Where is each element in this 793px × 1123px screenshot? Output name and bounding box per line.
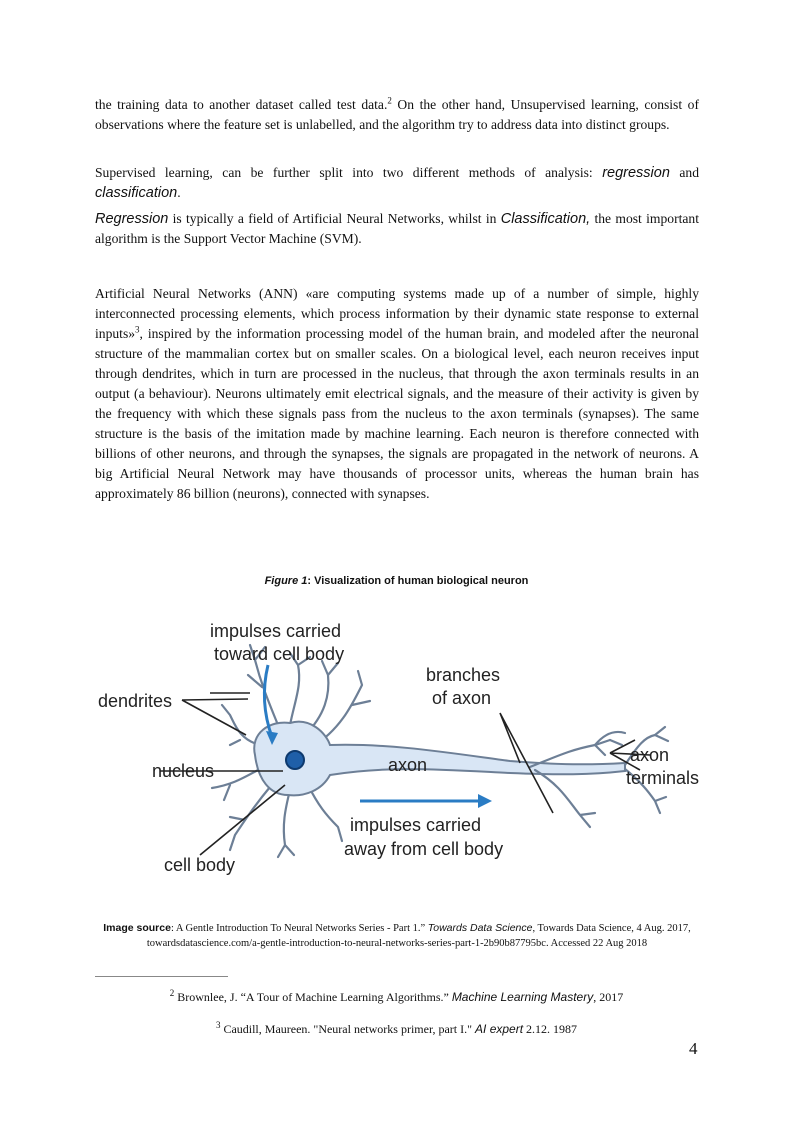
nucleus-shape <box>286 751 304 769</box>
footnote-ref-3[interactable]: 3 <box>135 324 140 335</box>
label-impulses-away-2: away from cell body <box>344 839 504 859</box>
label-branches-2: of axon <box>432 688 492 708</box>
label-impulses-toward-1: impulses carried <box>210 621 342 641</box>
footnote-ref-2[interactable]: 2 <box>387 95 392 106</box>
paragraph-supervised-learning: the training data to another dataset called test data.$^2$ On the other hand, Unsupervised learning, consist of observations where the feature set is unlabelled, and the algorithm try to address data into distinct groups. <box>95 95 699 132</box>
cell-body-shape <box>254 722 625 796</box>
label-branches-1: branches <box>426 665 501 685</box>
label-cell-body: cell body <box>164 855 236 875</box>
paragraph-artificial-neural-networks: Artificial Neural Networks (ANN) «are computing systems made up of a number of simple, highly interconnected processing elements, which process information by their dynamic state response to external inputs»$^3$, inspired by the information processing model of the human brain, and modeled after the neuronal structure of the mammalian cortex but on smaller scales. On a biological level, each neuron receives input through dendrites, which in turn are processed in the nucleus, that through the axon terminals results in an output (a behaviour). Neurons ultimately emit electrical signals, and the measure of their activity is given by the frequency with which these signals pass from the nucleus to the axon terminals (synapses). The same structure is the basis of the imitation made by machine learning. Each neuron is therefore connected with billions of other neurons, and through the synapses, the signals are propagated in the network of neurons. A big Artificial Neural Network may have thousands of processor units, whereas the human brain has approximately 86 billion (neurons), connected with synapses. <box>95 286 699 501</box>
label-impulses-away-1: impulses carried <box>350 815 482 835</box>
paragraph-regression-classification: Regression is typically a field of Artificial Neural Networks, whilst in Classification, the most important algorithm is the Support Vector Machine (SVM). <box>95 211 699 246</box>
paragraph-methods-of-analysis: Supervised learning, can be further split into two different methods of analysis: regression and classification. <box>95 165 699 201</box>
label-axon: axon <box>388 755 428 775</box>
neuron-diagram <box>90 605 710 895</box>
page-number: 4 <box>689 1039 698 1058</box>
image-source-citation: Image source: A Gentle Introduction To Neural Networks Series - Part 1.” Towards Data Science, Towards Data Science, 4 Aug. 2017, towardsdatascience.com/a-gentle-introduction-to-neural-networks-series-part-1-2b90b87795bc. Accessed 22 Aug 2018 <box>103 922 691 949</box>
label-dendrites: dendrites <box>98 691 173 711</box>
footnote-3: $^3$ Caudill, Maureen. "Neural networks primer, part I." AI expert 2.12. 1987 <box>215 1020 578 1036</box>
footnote-separator <box>95 976 228 977</box>
label-impulses-toward-2: toward cell body <box>214 644 345 664</box>
label-nucleus: nucleus <box>152 761 215 781</box>
label-axon-terminals-2: terminals <box>626 768 700 788</box>
label-axon-terminals-1: axon <box>630 745 670 765</box>
footnote-2: $^2$ Brownlee, J. “A Tour of Machine Learning Algorithms.” Machine Learning Mastery, 2017 <box>169 988 624 1004</box>
figure-caption: Figure 1: Visualization of human biological neuron <box>264 575 529 587</box>
away-arrow-head <box>478 794 492 808</box>
